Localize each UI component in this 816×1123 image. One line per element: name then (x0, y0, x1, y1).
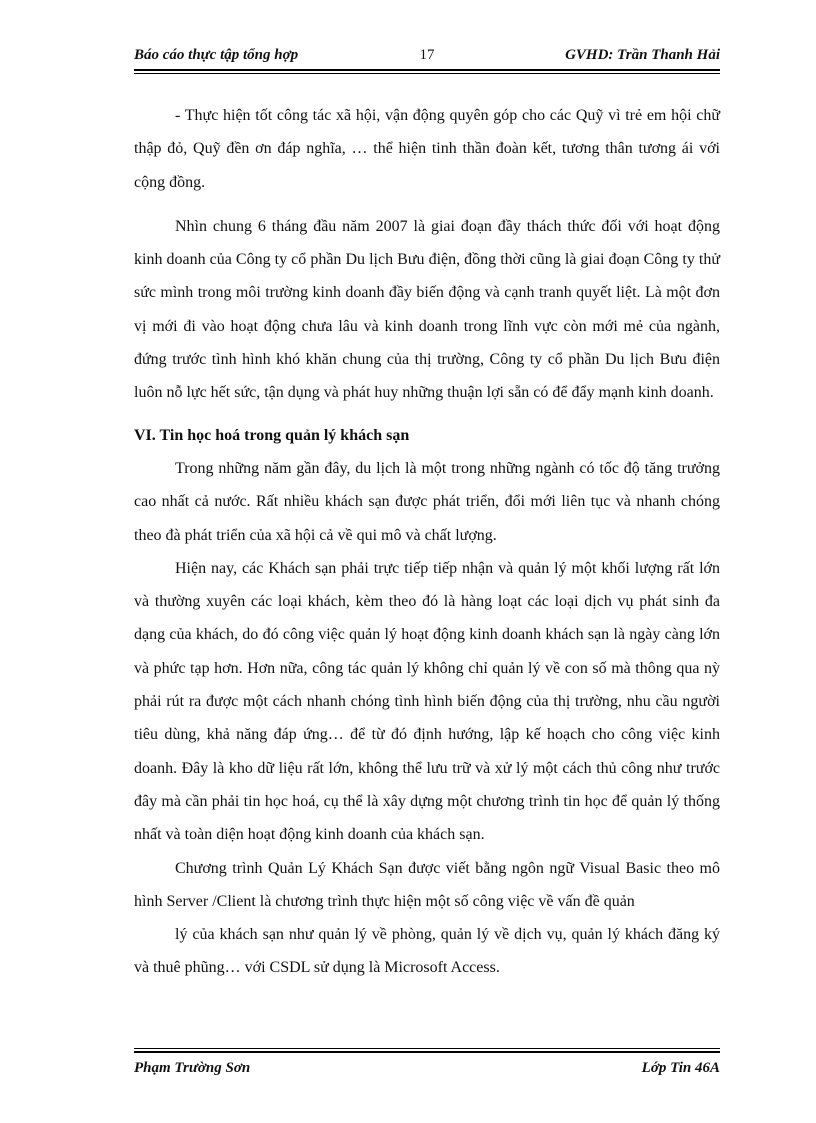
footer-divider (134, 1048, 720, 1053)
paragraph-social-work: - Thực hiện tốt công tác xã hội, vận động quyên góp cho các Quỹ vì trẻ em hội chữ thập đỏ, Quỹ đền ơn đáp nghĩa, … thể hiện tinh thần đoàn kết, tương thân tương ái với cộng đồng. (134, 107, 720, 191)
header-report-title: Báo cáo thực tập tổng hợp (134, 47, 299, 63)
header-supervisor: GVHD: Trần Thanh Hải (565, 47, 720, 63)
header-divider (134, 69, 720, 74)
page-footer (134, 1048, 720, 1079)
page-header (134, 44, 720, 66)
section-heading: VI. Tin học hoá trong quản lý khách sạn (134, 426, 410, 444)
footer-class: Lớp Tin 46A (641, 1060, 720, 1076)
document-body (134, 99, 720, 985)
paragraph-hotel-management: Hiện nay, các Khách sạn phải trực tiếp tiếp nhận và quản lý một khối lượng rất lớn và thường xuyên các loại khách, kèm theo đó là hàng loạt các loại dịch vụ phát sinh đa dạng của khách, do đó công việc quản lý hoạt động kinh doanh khách sạn là ngày càng lớn và phức tạp hơn. Hơn nữa, công tác quản lý không chỉ quản lý về con số mà thông qua nỳ phải rút ra được một cách nhanh chóng tình hình biến động của thị trường, nhu cầu người tiêu dùng, khả năng đáp ứng… để từ đó định hướng, lập kế hoạch cho công việc kinh doanh. Đây là kho dữ liệu rất lớn, không thể lưu trữ và xử lý một cách thủ công như trước đây mà cần phải tin học hoá, cụ thể là xây dựng một chương trình tin học để quản lý thống nhất và toàn diện hoạt động kinh doanh của khách sạn. (134, 559, 720, 844)
paragraph-program-intro (134, 852, 720, 985)
paragraph-program-intro-part2: lý của khách sạn như quản lý về phòng, quản lý về dịch vụ, quản lý khách đăng ký và thuê phũng… với CSDL sử dụng là Microsoft Access. (134, 926, 720, 977)
footer-author: Phạm Trường Sơn (134, 1060, 251, 1076)
paragraph-summary-2007: Nhìn chung 6 tháng đầu năm 2007 là giai đoạn đầy thách thức đối với hoạt động kinh doanh của Công ty cổ phần Du lịch Bưu điện, đồng thời cũng là giai đoạn Công ty thử sức mình trong môi trường kinh doanh đầy biến động và cạnh tranh quyết liệt. Là một đơn vị mới đi vào hoạt động chưa lâu và kinh doanh trong lĩnh vực còn mới mẻ của ngành, đứng trước tình hình khó khăn chung của thị trường, Công ty cổ phần Du lịch Bưu điện luôn nỗ lực hết sức, tận dụng và phát huy những thuận lợi sẵn có để đẩy mạnh kinh doanh. (134, 217, 720, 402)
header-page-number: 17 (419, 47, 435, 63)
page (134, 44, 720, 977)
paragraph-program-intro-part1: Chương trình Quản Lý Khách Sạn được viết bằng ngôn ngữ Visual Basic theo mô hình Server /Client là chương trình thực hiện một số công việc về vấn đề quản (134, 859, 720, 910)
paragraph-tourism-growth: Trong những năm gần đây, du lịch là một trong những ngành có tốc độ tăng trưởng cao nhất cả nước. Rất nhiều khách sạn được phát triển, đổi mới liên tục và nhanh chóng theo đà phát triển của xã hội cả về qui mô và chất lượng. (134, 459, 720, 544)
